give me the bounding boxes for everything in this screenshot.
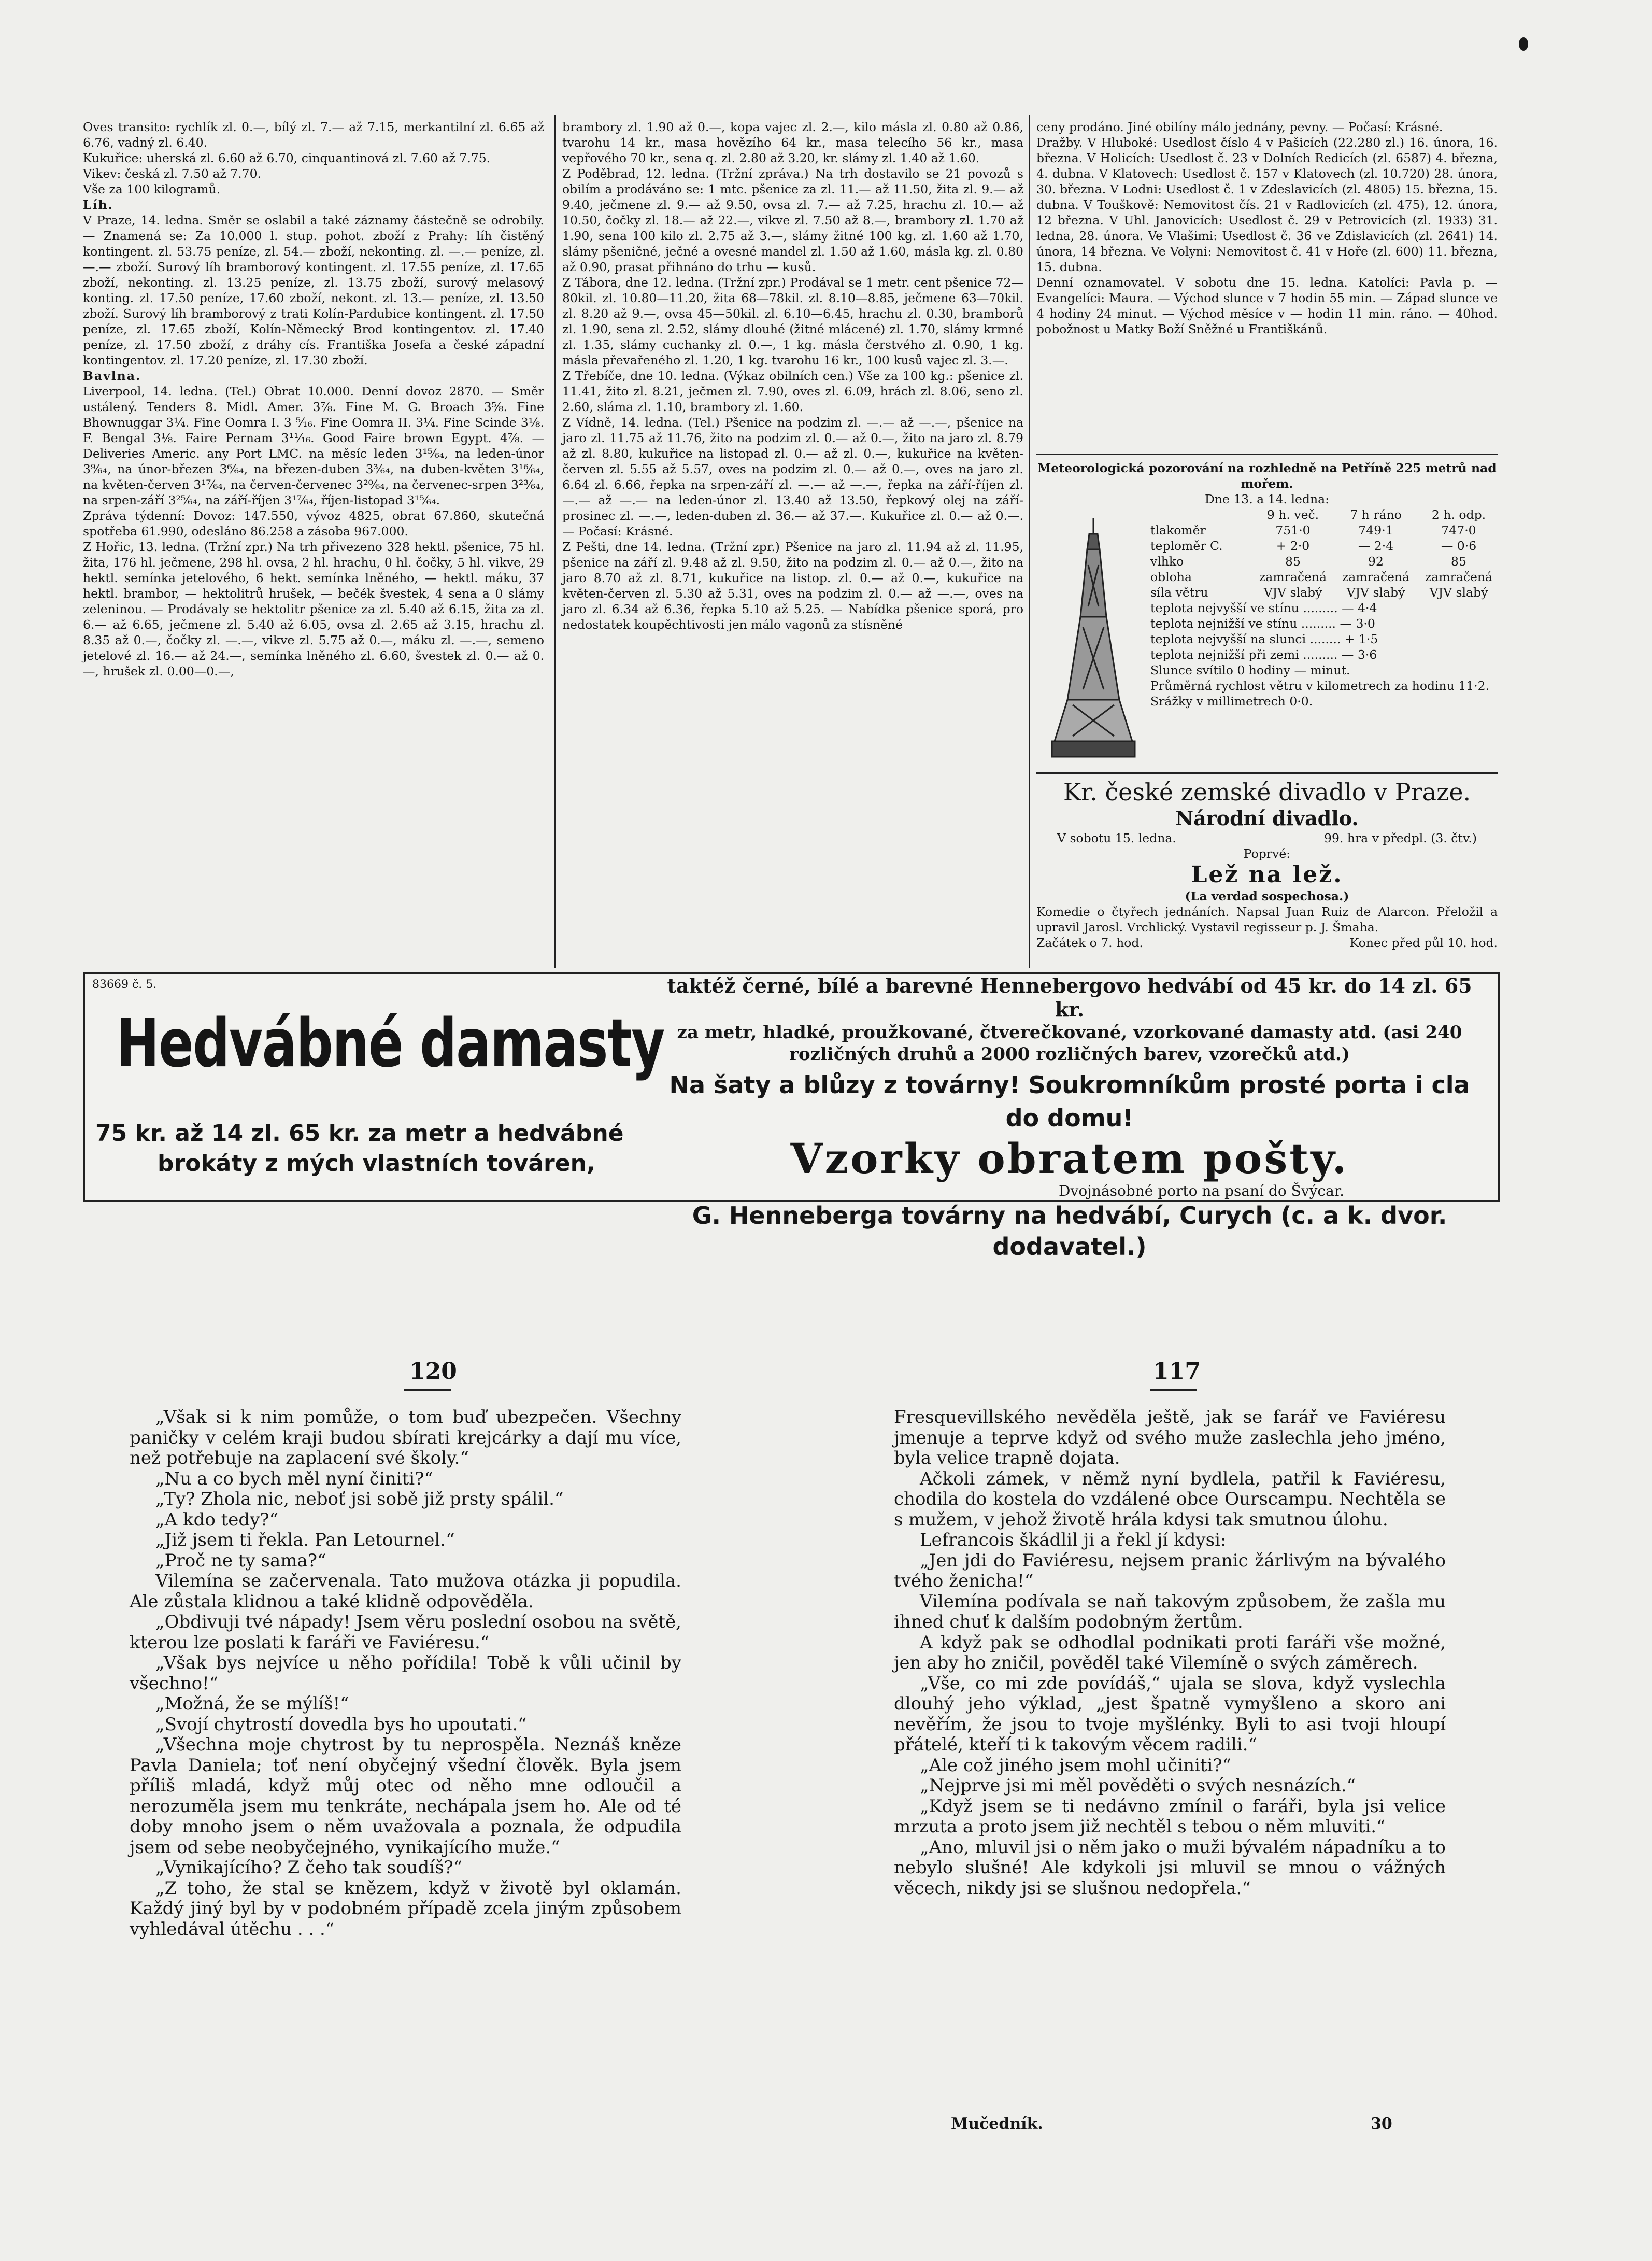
ad-text-6: Dvojnásobné porto na psaní do Švýcar. xyxy=(1059,1182,1344,1199)
silk-advertisement xyxy=(83,972,1500,1261)
story-paragraph: A když pak se odhodlal podnikati proti faráři vše možné, jen aby ho zničil, pověděl také Vilemíně o svých záměrech. xyxy=(894,1632,1446,1673)
weather-row xyxy=(1150,538,1498,554)
story-paragraph: „Ano, mluvil jsi o něm jako o muži bývalém nápadníku a to nebylo slušné! Ale kdykoli jsi mluvil se mnou o vážných věcech, nikdy jsi se slušnou nedopřela.“ xyxy=(894,1836,1446,1899)
ad-headline: Hedvábné damasty xyxy=(116,1005,664,1082)
weather-value: VJV slabý xyxy=(1263,585,1322,600)
market-paragraph: Denní oznamovatel. V sobotu dne 15. ledna. Katolíci: Pavla p. — Evangelíci: Maura. — Východ slunce v 7 hodin 55 min. — Západ slunce ve 4 hodiny 24 minut. — Východ měsíce v — hodin 11 min. ráno. — 40hod. pobožnost u Matky Boží Sněžné u Františkánů. xyxy=(1036,275,1498,336)
weather-extra-line: Srážky v millimetrech 0·0. xyxy=(1150,694,1313,709)
story-paragraph: „Všechna moje chytrost by tu neprospěla. Neznáš kněze Pavla Daniela; toť není obyčejný všední člověk. Byla jsem příliš mladá, když můj otec od něho mne odloučil a nerozuměla jsem mu tenkráte, nechápala jsem ho. Ale od té doby mnoho jsem o něm uvažovala a poznala, že odpudila jsem od sebe neobyčejného, vynikajícího muže.“ xyxy=(130,1734,681,1858)
weather-value: VJV slabý xyxy=(1346,585,1405,600)
play-subtitle: (La verdad sospechosa.) xyxy=(1185,889,1349,903)
ad-text-2: za metr, hladké, proužkované, čtverečkované, vzorkované damasty atd. (asi 240 xyxy=(677,1022,1462,1043)
theater-premiere: Poprvé: xyxy=(1243,846,1291,861)
story-footer-number: 30 xyxy=(1371,2115,1392,2133)
weather-row xyxy=(1150,522,1498,538)
column-rule-1 xyxy=(554,115,556,968)
theater-rule-top xyxy=(1036,772,1498,774)
ad-text-1: taktéž černé, bílé a barevné Hennebergovo hedvábí od 45 kr. do 14 zl. 65 kr. xyxy=(667,974,1472,1021)
ad-price-line: 75 kr. až 14 zl. 65 kr. za metr a hedvábné xyxy=(95,1120,624,1147)
market-paragraph: brambory zl. 1.90 až 0.—, kopa vajec zl. 2.—, kilo másla zl. 0.80 až 0.86, tvarohu 14 kr., masa hovězího 64 kr., masa telecího 56 kr., masa vepřového 70 kr., sena q. zl. 2.80 až 3.20, kr. slámy zl. 1.40 až 1.60. xyxy=(562,120,1023,165)
story-paragraph: „Však si k nim pomůže, o tom buď ubezpečen. Všechny paničky v celém kraji budou sbírati krejcárky a dají mu více, než potřebuje na zaplacení své školy.“ xyxy=(130,1407,681,1468)
story-paragraph: „Jen jdi do Faviéresu, nejsem pranic žárlivým na bývalého tvého ženicha!“ xyxy=(894,1550,1446,1591)
weather-value: 749·1 xyxy=(1358,523,1393,538)
weather-value: VJV slabý xyxy=(1429,585,1488,600)
weather-dates: Dne 13. a 14. ledna: xyxy=(1204,492,1330,506)
story-paragraph: „Když jsem se ti nedávno zmínil o faráři, byla jsi velice mrzuta a proto jsem již nechtěl s tebou o něm mluviti.“ xyxy=(894,1796,1446,1837)
weather-value: zamračená xyxy=(1342,570,1410,584)
play-title: Lež na lež. xyxy=(1191,861,1343,888)
market-paragraph: Vikev: česká zl. 7.50 až 7.70. xyxy=(83,166,262,181)
weather-value: 751·0 xyxy=(1275,523,1311,538)
ink-dot xyxy=(1519,37,1528,51)
ad-number: 83669 č. 5. xyxy=(92,978,157,991)
weather-row xyxy=(1150,554,1498,569)
story-paragraph: Vilemína podívala se naň takovým způsobem, že zašla mu ihned chuť k dalším podobným žertům. xyxy=(894,1591,1446,1632)
weather-value: zamračená xyxy=(1425,570,1493,584)
theater-subtitle: Národní divadlo. xyxy=(1175,807,1359,830)
story-paragraph: „Možná, že se mýlíš!“ xyxy=(155,1693,349,1714)
weather-value: 85 xyxy=(1451,554,1466,569)
column-rule-2 xyxy=(1029,115,1030,968)
market-paragraph: Z Hořic, 13. ledna. (Tržní zpr.) Na trh přivezeno 328 hektl. pšenice, 75 hl. žita, 176 hl. ječmene, 298 hl. ovsa, 2 hl. hrachu, 0 hl. čočky, 5 hl. vikve, 29 hektl. semínka jetelového, 6 hekt. semínka lněného, — hektl. máku, 37 hektl. brambor, — hektolitrů hrušek, — bečék švestek, 4 sena a 0 slámy zeleninou. — Prodávaly se hektolitr pšenice za zl. 5.40 až 6.15, žita za zl. 6.— až 6.65, ječmene zl. 5.40 až 6.05, ovsa zl. 2.65 až 3.15, hrachu zl. 8.35 až 0.—, čočky zl. —.—, vikve zl. 5.75 až 0.—, máku zl. —.—, semeno jetelové zl. 16.— až 24.—, semínka lněného zl. 6.60, švestek zl. 0.— až 0.—, hrušek zl. 0.00—0.—, xyxy=(83,540,544,679)
market-paragraph: Z Třebíče, dne 10. ledna. (Výkaz obilních cen.) Vše za 100 kg.: pšenice zl. 11.41, žito zl. 8.21, ječmen zl. 7.90, oves zl. 6.09, hrách zl. 8.06, seno zl. 2.60, sláma zl. 1.10, brambory zl. 1.60. xyxy=(562,369,1023,414)
theater-subscription: 99. hra v předpl. (3. čtv.) xyxy=(1324,831,1477,845)
weather-label: vlhko xyxy=(1150,554,1184,569)
market-paragraph: Kukuřice: uherská zl. 6.60 až 6.70, cinquantinová zl. 7.60 až 7.75. xyxy=(83,151,491,165)
market-column-2 xyxy=(562,119,1023,632)
story-paragraph: „A kdo tedy?“ xyxy=(155,1509,278,1530)
story-paragraph: Fresquevillského nevěděla ještě, jak se farář ve Faviéresu jmenuje a teprve když od svého muže zaslechla jeho jméno, byla velice trapně dojata. xyxy=(894,1407,1446,1468)
market-paragraph: Oves transito: rychlík zl. 0.—, bílý zl. 7.— až 7.15, merkantilní zl. 6.65 až 6.76, vadný zl. 6.40. xyxy=(83,120,544,150)
story-paragraph: Lefrancois škádlil ji a řekl jí kdysi: xyxy=(920,1530,1227,1550)
story-paragraph: „Proč ne ty sama?“ xyxy=(155,1550,326,1571)
ad-text-3: rozličných druhů a 2000 rozličných barev, vzorečků atd.) xyxy=(789,1044,1350,1065)
weather-value: 92 xyxy=(1368,554,1384,569)
weather-label: obloha xyxy=(1150,570,1192,584)
market-paragraph: Dražby. V Hluboké: Usedlost číslo 4 v Pašicích (22.280 zl.) 16. února, 16. března. V Holicích: Usedlost č. 23 v Dolních Redicích (zl. 6587) 4. března, 4. dubna. V Klatovech: Usedlost č. 157 v Klatovech (zl. 10.720) 28. února, 30. března. V Lodni: Usedlost č. 1 v Zdeslavicích (zl. 4805) 15. března, 15. dubna. V Touškově: Nemovitost čís. 21 v Radlovicích (zl. 475), 12. února, 12 března. V Uhl. Janovicích: Usedlost č. 29 v Petrovicích (zl. 1933) 31. ledna, 28. února. Ve Vlašimi: Usedlost č. 36 ve Zdislavicích (zl. 2641) 14. února, 14 března. Ve Volyni: Nemovitost č. 41 v Hoře (zl. 600) 11. března, 15. dubna. xyxy=(1036,135,1498,274)
market-paragraph: Z Pešti, dne 14. ledna. (Tržní zpr.) Pšenice na jaro zl. 11.94 až zl. 11.95, pšenice na září zl. 9.48 až zl. 9.50, žito na podzim zl. 0.— až 0.—, žito na jaro 8.70 až zl. 8.71, kukuřice na listop. zl. 0.— až 0.—, kukuřice na květen-červen zl. 5.30 až 5.31, oves na podzim zl. 0.— až —.—, oves na jaro zl. 6.34 až 6.36, řepka 5.10 až 5.25. — Nabídka pšenice sporá, pro nedostatek koupěchtivosti jen málo vagonů za stísněné xyxy=(562,540,1023,632)
page-number-rule-right xyxy=(1150,1389,1197,1391)
story-paragraph: „Ty? Zhola nic, neboť jsi sobě již prsty spálil.“ xyxy=(155,1489,564,1509)
weather-table xyxy=(1150,507,1498,600)
page-number-right: 117 xyxy=(1153,1358,1201,1384)
weather-row xyxy=(1150,569,1498,585)
story-paragraph: „Vynikajícího? Z čeho tak soudíš?“ xyxy=(155,1857,463,1878)
play-start: Začátek o 7. hod. xyxy=(1036,936,1143,950)
ad-price-line-2: brokáty z mých vlastních továren, xyxy=(158,1150,595,1177)
section-heading: Líh. xyxy=(83,197,113,212)
story-paragraph: „Již jsem ti řekla. Pan Letournel.“ xyxy=(155,1530,455,1550)
weather-header: 9 h. več. xyxy=(1266,507,1319,522)
story-paragraph: Ačkoli zámek, v němž nyní bydlela, patřil k Faviéresu, chodila do kostela do vzdálené obce Ourscampu. Nechtěla se s mužem, v jehož životě hrála kdysi tak smutnou úlohu. xyxy=(894,1468,1446,1530)
weather-extra-line: Slunce svítilo 0 hodiny — minut. xyxy=(1150,663,1350,677)
weather-header: 2 h. odp. xyxy=(1431,507,1486,522)
market-column-1 xyxy=(83,119,544,679)
weather-rule xyxy=(1036,454,1498,455)
market-column-3 xyxy=(1036,119,1498,337)
petrin-tower-illustration xyxy=(1042,513,1145,762)
ad-company: G. Henneberga továrny na hedvábí, Curych (c. a k. dvor. dodavatel.) xyxy=(692,1202,1447,1261)
market-paragraph: Z Vídně, 14. ledna. (Tel.) Pšenice na podzim zl. —.— až —.—, pšenice na jaro zl. 11.75 až 11.76, žito na podzim zl. 0.— až 0.—, žito na jaro zl. 8.79 až zl. 8.80, kukuřice na listopad zl. 0.— až zl. 0.—, kukuřice na květen-červen zl. 5.55 až 5.57, oves na podzim zl. 0.— až 0.—, oves na jaro zl. 6.64 zl. 6.66, řepka na srpen-září zl. —.— až —.—, řepka na září-říjen zl. —.— až —.— na leden-únor zl. 13.40 až 13.50, řepkový olej na září-prosinec zl. —.—, leden-duben zl. 36.— až 37.—. Kukuřice zl. 0.— až 0.—. — Počasí: Krásné. xyxy=(562,415,1023,539)
weather-value: 85 xyxy=(1285,554,1301,569)
weather-header-row xyxy=(1150,507,1498,522)
weather-extra-line: teplota nejnižší při zemi ......... — 3·6 xyxy=(1150,647,1377,662)
story-paragraph: „Nejprve jsi mi měl pověděti o svých nesnázích.“ xyxy=(920,1775,1356,1796)
page-number-rule-left xyxy=(404,1389,451,1391)
weather-row xyxy=(1150,585,1498,600)
weather-label: tlakoměr xyxy=(1150,523,1206,538)
market-paragraph: Zpráva týdenní: Dovoz: 147.550, vývoz 4825, obrat 67.860, skutečná spotřeba 61.990, odesláno 86.258 a zásoba 967.000. xyxy=(83,508,544,539)
section-heading: Bavlna. xyxy=(83,369,141,383)
ad-text-4: Na šaty a blůzy z továrny! Soukromníkům prosté porta i cla do domu! xyxy=(669,1071,1470,1132)
play-end: Konec před půl 10. hod. xyxy=(1349,936,1498,950)
theater-title: Kr. české zemské divadlo v Praze. xyxy=(1063,778,1471,806)
story-paragraph: „Ale což jiného jsem mohl učiniti?“ xyxy=(920,1755,1231,1776)
market-paragraph: V Praze, 14. ledna. Směr se oslabil a také záznamy částečně se odrobily. — Znamená se: Za 10.000 l. stup. pohot. zboží z Prahy: líh čistěný kontingent. zl. 53.75 peníze, zl. 54.— zboží, nekonting. zl. —.— peníze, zl. —.— zboží. Surový líh bramborový kontingent. zl. 17.55 peníze, zl. 17.65 zboží, nekonting. zl. 13.25 peníze, zl. 13.75 zboží, surový melasový konting. zl. 17.50 peníze, 17.60 zboží, nekont. zl. 13.— peníze, zl. 13.50 zboží. Surový líh bramborový z trati Kolín-Pardubice kontingent. zl. 17.50 peníze, zl. 17.65 zboží, Kolín-Německý Brod kontingentov. zl. 17.40 peníze, zl. 17.50 zboží, z dráhy cís. Františka Josefa a české západní kontingentov. zl. 17.20 peníze, zl. 17.30 zboží. xyxy=(83,213,544,368)
story-paragraph: „Svojí chytrostí dovedla bys ho upoutati.“ xyxy=(155,1714,527,1735)
market-paragraph: ceny prodáno. Jiné obilíny málo jednány, pevny. — Počasí: Krásné. xyxy=(1036,120,1443,134)
weather-value: — 2·4 xyxy=(1358,539,1394,553)
weather-extra-line: teplota nejvyšší na slunci ........ + 1·5 xyxy=(1150,632,1378,646)
story-paragraph: „Z toho, že stal se knězem, když v životě byl oklamán. Každý jiný byl by v podobném případě zcela jiným způsobem vyhledával útěchu . . .“ xyxy=(130,1877,681,1940)
weather-value: 747·0 xyxy=(1441,523,1476,538)
market-paragraph: Z Tábora, dne 12. ledna. (Tržní zpr.) Prodával se 1 metr. cent pšenice 72—80kil. zl. 10.80—11.20, žita 68—78kil. zl. 8.10—8.85, ječmene 63—70kil. zl. 8.20 až 9.—, ovsa 45—50kil. zl. 6.10—6.45, hrachu zl. 0.30, bramborů zl. 1.90, sena zl. 2.52, slámy dlouhé (žitné mlácené) zl. 1.70, slámy krmné zl. 1.35, slámy cuchanky zl. 0.—, 1 kg. másla čerstvého zl. 0.90, 1 kg. másla převařeného zl. 1.20, 1 kg. tvarohu 16 kr., 100 kusů vajec zl. 3.—. xyxy=(562,275,1023,368)
weather-extra-line: teplota nejnižší ve stínu ......... — 3·0 xyxy=(1150,616,1375,631)
page-number-left: 120 xyxy=(409,1358,457,1384)
market-paragraph: Liverpool, 14. ledna. (Tel.) Obrat 10.000. Denní dovoz 2870. — Směr ustálený. Tenders 8. Midl. Amer. 3⅞. Fine M. G. Broach 3⅝. Fine Bhownuggar 3¼. Fine Oomra I. 3 ⁵⁄₁₆. Fine Oomra II. 3¼. Fine Scinde 3⅛. F. Bengal 3⅛. Faire Pernam 3¹¹⁄₁₆. Good Faire brown Egypt. 4⅞. — Deliveries Americ. any Port LMC. na měsíc leden 3¹⁵⁄₆₄, na leden-únor 3⁹⁄₆₄, na únor-březen 3⁶⁄₆₄, na březen-duben 3³⁄₆₄, na duben-květen 3¹⁶⁄₆₄, na květen-červen 3¹⁷⁄₆₄, na červen-červenec 3²⁰⁄₆₄, na červenec-srpen 3²³⁄₆₄, na srpen-září 3²⁵⁄₆₄, na září-říjen 3¹⁷⁄₆₄, říjen-listopad 3¹⁵⁄₆₄. xyxy=(83,384,544,507)
market-paragraph: Vše za 100 kilogramů. xyxy=(83,182,221,196)
weather-value: + 2·0 xyxy=(1276,539,1310,553)
story-paragraph: „Nu a co bych měl nyní činiti?“ xyxy=(155,1468,433,1489)
weather-extra xyxy=(1150,600,1498,709)
weather-value: zamračená xyxy=(1259,570,1327,584)
weather-title: Meteorologická pozorování na rozhledně na Petříně 225 metrů nad mořem. xyxy=(1037,461,1497,491)
weather-value: — 0·6 xyxy=(1441,539,1477,553)
story-footer-title: Mučedník. xyxy=(951,2115,1043,2133)
market-paragraph: Z Poděbrad, 12. ledna. (Tržní zpráva.) Na trh dostavilo se 21 povozů s obilím a prodáváno se: 1 mtc. pšenice za zl. 11.— až 11.50, žita zl. 9.— až 9.40, ječmene zl. 9.— až 9.50, ovsa zl. 7.— až 7.25, hrachu zl. 10.— až 10.50, čočky zl. 18.— až 22.—, vikve zl. 7.50 až 8.—, brambory zl. 1.70 až 1.90, sena 100 kilo zl. 2.75 až 3.—, slámy žitné 100 kg. zl. 1.60 až 1.70, slámy pšeničné, ječné a ovesné mandel zl. 1.50 až 1.60, másla kg. zl. 0.80 až 0.90, prasat přihnáno do trhu — kusů. xyxy=(562,166,1023,274)
ad-samples-headline: Vzorky obratem pošty. xyxy=(790,1134,1349,1183)
story-paragraph: „Obdivuji tvé nápady! Jsem věru poslední osobou na světě, kterou lze poslati k faráři ve Faviéresu.“ xyxy=(130,1612,681,1653)
story-paragraph: „Vše, co mi zde povídáš,“ ujala se slova, když vyslechla dlouhý jeho výklad, „jest špatně vymyšleno a skoro ani nevěřím, že jsou to tvoje myšlénky. Byli to asi tvoji hloupí přátelé, kteří ti k takovým věcem radili.“ xyxy=(894,1673,1446,1755)
play-description: Komedie o čtyřech jednáních. Napsal Juan Ruiz de Alarcon. Přeložil a upravil Jarosl. Vrchlický. Vystavil regisseur p. J. Šmaha. xyxy=(1036,905,1498,935)
weather-extra-line: Průměrná rychlost větru v kilometrech za hodinu 11·2. xyxy=(1150,679,1490,693)
theater-date: V sobotu 15. ledna. xyxy=(1057,831,1176,845)
weather-extra-line: teplota nejvyšší ve stínu ......... — 4·4 xyxy=(1150,601,1377,615)
story-left-page xyxy=(130,1407,681,1940)
story-paragraph: Vilemína se začervenala. Tato mužova otázka ji popudila. Ale zůstala klidnou a také klidně odpověděla. xyxy=(130,1571,681,1612)
theater-section xyxy=(1036,778,1498,951)
story-paragraph: „Však bys nejvíce u něho pořídila! Tobě k vůli učinil by všechno!“ xyxy=(130,1652,681,1694)
weather-label: síla větru xyxy=(1150,585,1208,600)
story-right-page xyxy=(894,1407,1446,1899)
weather-label: teploměr C. xyxy=(1150,539,1223,553)
weather-header: 7 h ráno xyxy=(1350,507,1402,522)
